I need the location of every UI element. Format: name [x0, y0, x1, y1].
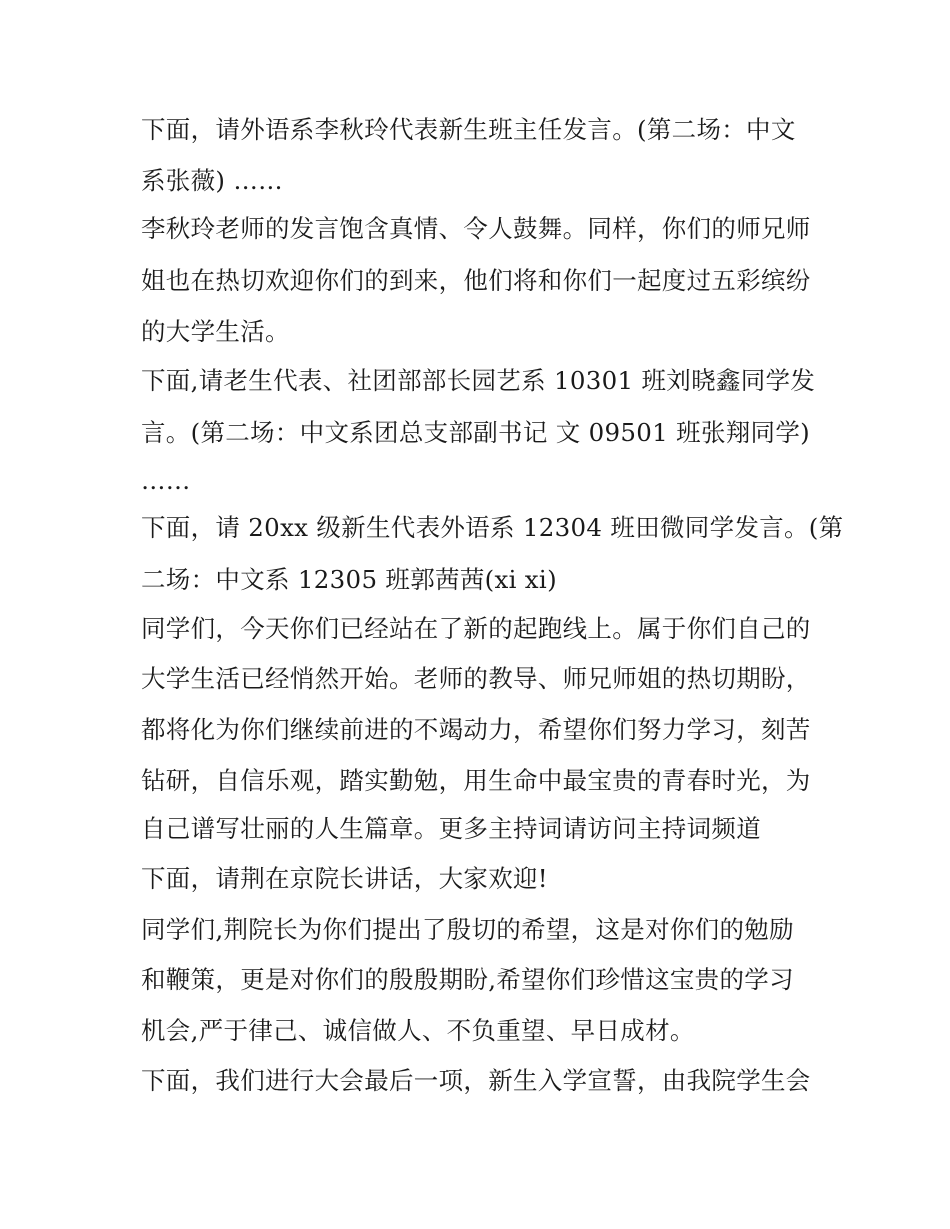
text-line: 二场：中文系 12305 班郭茜茜(xi xi) [141, 565, 557, 594]
text-line: 机会,严于律己、诚信做人、不负重望、早日成材。 [141, 1016, 695, 1045]
text-line: 同学们,荆院长为你们提出了殷切的希望，这是对你们的勉励 [141, 915, 794, 944]
text-line: 下面，我们进行大会最后一项，新生入学宣誓，由我院学生会 [141, 1066, 811, 1095]
text-line: 下面,请老生代表、社团部部长园艺系 10301 班刘晓鑫同学发 [141, 366, 816, 395]
text-line: 和鞭策，更是对你们的殷殷期盼,希望你们珍惜这宝贵的学习 [141, 965, 794, 994]
text-line: …… [141, 466, 191, 495]
text-line: 自己谱写壮丽的人生篇章。更多主持词请访问主持词频道 [141, 814, 761, 843]
text-line: 都将化为你们继续前进的不竭动力，希望你们努力学习，刻苦 [141, 715, 811, 744]
text-line: 系张薇) …… [141, 166, 283, 195]
text-line: 同学们，今天你们已经站在了新的起跑线上。属于你们自己的 [141, 614, 811, 643]
text-line: 李秋玲老师的发言饱含真情、令人鼓舞。同样，你们的师兄师 [141, 214, 811, 243]
text-line: 钻研，自信乐观，踏实勤勉，用生命中最宝贵的青春时光，为 [141, 766, 811, 795]
text-line: 下面，请外语系李秋玲代表新生班主任发言。(第二场：中文 [141, 115, 796, 144]
text-line: 的大学生活。 [141, 317, 290, 346]
text-line: 大学生活已经悄然开始。老师的教导、师兄师姐的热切期盼， [141, 664, 811, 693]
text-line: 言。(第二场：中文系团总支部副书记 文 09501 班张翔同学) [141, 418, 811, 447]
text-line: 姐也在热切欢迎你们的到来，他们将和你们一起度过五彩缤纷 [141, 266, 811, 295]
text-line: 下面，请 20xx 级新生代表外语系 12304 班田微同学发言。(第 [141, 513, 844, 542]
text-line: 下面，请荆在京院长讲话，大家欢迎! [141, 864, 548, 893]
